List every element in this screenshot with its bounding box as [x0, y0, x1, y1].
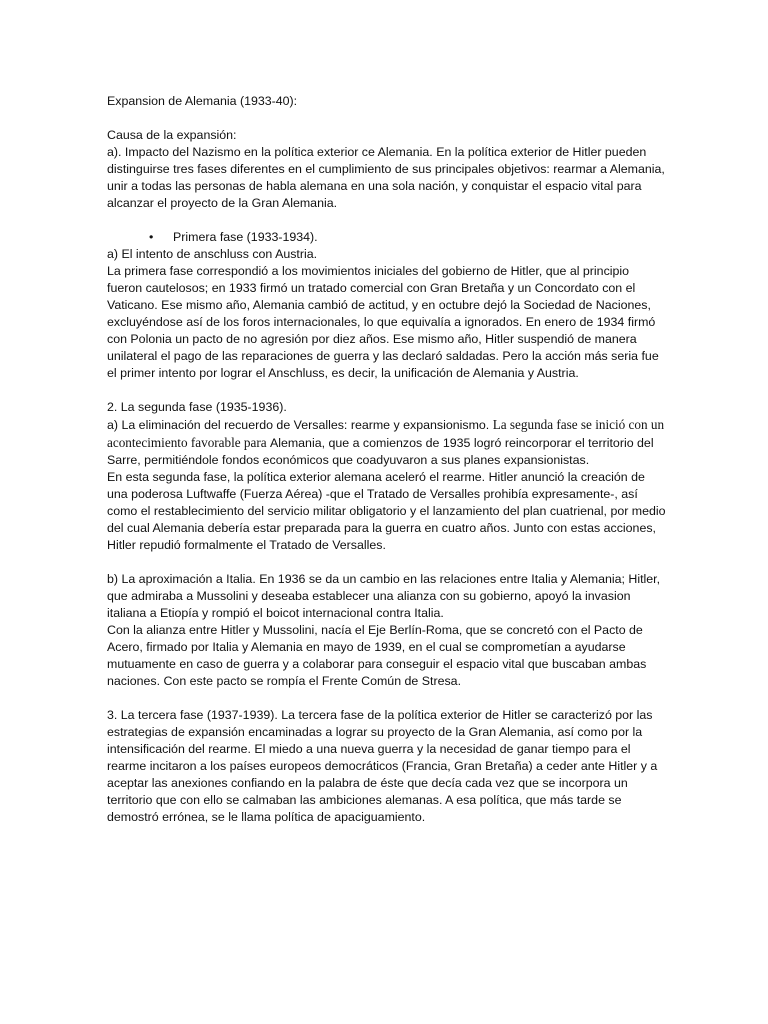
phase2-body: En esta segunda fase, la política exterior alemana aceleró el rearme. Hitler anunció la creación de una poderosa Luftwaffe (Fuerza Aérea) -que el Tratado de Versalles prohibía expresamente-, así como el restablecimiento del servicio militar obligatorio y el lanzamiento del plan cuatrienal, por medio del cual Alemania debería estar preparada para la guerra en cuatro años. Junto con estas acciones, Hitler repudió formalmente el Tratado de Versalles. — [107, 470, 666, 552]
phase2-section-b: b) La aproximación a Italia. En 1936 se da un cambio en las relaciones entre Italia y Alemania; Hitler, que admiraba a Mussolini y deseaba establecer una alianza con su gobierno, apoyó la invasion italiana a Etiopía y rompió el boicot internacional contra Italia. — [107, 572, 661, 620]
spacer — [107, 212, 667, 229]
cause-heading: Causa de la expansión: — [107, 128, 237, 142]
phase3-paragraph: 3. La tercera fase (1937-1939). La tercera fase de la política exterior de Hitler se caracterizó por las estrategias de expansión encaminadas a lograr su proyecto de la Gran Alemania, así como por la intensificación del rearme. El miedo a una nueva guerra y la necesidad de ganar tiempo para el rearme incitaron a los países europeos democráticos (Francia, Gran Bretaña) a ceder ante Hitler y a aceptar las anexiones confiando en la palabra de éste que decía cada vez que se incorpora un territorio que con ello se calmaban las ambiciones alemanas. A esa política, que más tarde se demostró errónea, se le llama política de apaciguamiento. — [107, 708, 658, 824]
phase1-body: La primera fase correspondió a los movimientos iniciales del gobierno de Hitler, que al principio fueron cautelosos; en 1933 firmó un tratado comercial con Gran Bretaña y un Concordato con el Vaticano. Ese mismo año, Alemania cambió de actitud, y en octubre dejó la Sociedad de Naciones, excluyéndose así de los foros internacionales, lo que equivalía a ignorados. En enero de 1934 firmó con Polonia un pacto de no agresión por diez años. Ese mismo año, Hitler suspendió de manera unilateral el pago de las reparaciones de guerra y las declaró saldadas. Pero la acción más seria fue el primer intento por lograr el Anschluss, es decir, la unificación de Alemania y Austria. — [107, 264, 659, 380]
spacer — [107, 110, 667, 127]
phase2-sub-a-serif: La segunda fase se inició con un acontecimiento favorable para — [107, 417, 665, 450]
phase1-heading: Primera fase (1933-1934). — [173, 230, 318, 244]
document-title: Expansion de Alemania (1933-40): — [107, 94, 298, 108]
phase2-body-b: Con la alianza entre Hitler y Mussolini, nacía el Eje Berlín-Roma, que se concretó con el Pacto de Acero, firmado por Italia y Alemania en mayo de 1939, en el cual se comprometían a ayudarse mutuamente en caso de guerra y a colaborar para conseguir el espacio vital que buscaban ambas naciones. Con este pacto se rompía el Frente Común de Stresa. — [107, 623, 647, 688]
intro-paragraph: a). Impacto del Nazismo en la política exterior ce Alemania. En la política exterior de Hitler pueden distinguirse tres fases diferentes en el cumplimiento de sus principales objetivos: rearmar a Alemania, unir a todas las personas de habla alemana en una sola nación, y conquistar el espacio vital para alcanzar el proyecto de la Gran Alemania. — [107, 145, 665, 210]
phase2-sub-a-start: a) La eliminación del recuerdo de Versalles: rearme y expansionismo. — [107, 418, 493, 432]
bullet-icon: • — [149, 230, 154, 244]
phase1-heading-line — [107, 229, 667, 246]
spacer — [107, 554, 667, 571]
phase1-subheading: a) El intento de anschluss con Austria. — [107, 247, 318, 261]
spacer — [107, 690, 667, 707]
document-page — [107, 93, 667, 826]
spacer — [107, 382, 667, 399]
phase2-sub-a-end: Alemania, que a comienzos de 1935 logró reincorporar el territorio del Sarre, permitiéndole fondos económicos que coadyuvaron a sus planes expansionistas. — [107, 436, 654, 467]
phase2-heading: 2. La segunda fase (1935-1936). — [107, 400, 287, 414]
phase2-section-a — [107, 416, 667, 469]
